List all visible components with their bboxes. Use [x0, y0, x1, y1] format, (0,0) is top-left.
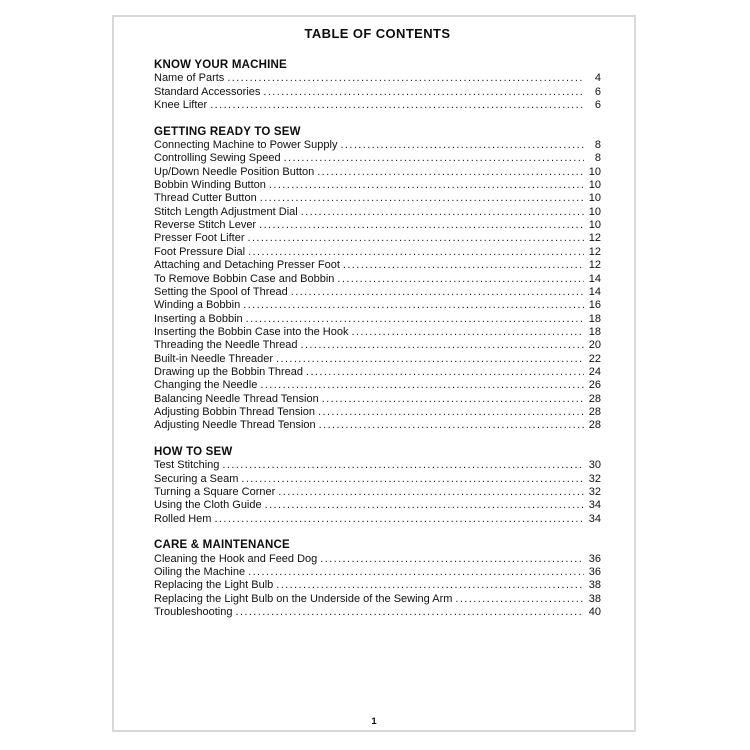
- toc-dot-leader: [243, 299, 584, 312]
- toc-dot-leader: [247, 232, 584, 245]
- toc-entry-label: Changing the Needle: [154, 379, 258, 392]
- toc-dot-leader: [248, 246, 584, 259]
- toc-entry-page: 6: [594, 99, 601, 112]
- toc-entry-page: 20: [588, 339, 601, 352]
- toc-dot-leader: [317, 166, 584, 179]
- toc-dot-leader: [276, 579, 584, 592]
- section-entries: [154, 459, 601, 526]
- toc-entry-page: 16: [588, 299, 601, 312]
- toc-dot-leader: [259, 219, 584, 232]
- toc-entry-row: [154, 192, 601, 205]
- toc-entry-row: [154, 499, 601, 512]
- toc-entry-page: 12: [588, 259, 601, 272]
- toc-entry-page: 22: [588, 352, 601, 365]
- toc-entry-label: Controlling Sewing Speed: [154, 152, 281, 165]
- page-title: TABLE OF CONTENTS: [304, 26, 451, 41]
- toc-entry-row: [154, 273, 601, 286]
- toc-entry-page: 10: [588, 179, 601, 192]
- section-heading: HOW TO SEW: [154, 445, 233, 458]
- toc-entry-row: [154, 99, 601, 112]
- toc-entry-label: Rolled Hem: [154, 512, 212, 525]
- toc-entry-row: [154, 299, 601, 312]
- toc-entry-row: [154, 152, 601, 165]
- toc-dot-leader: [263, 86, 584, 99]
- toc-entry-label: Bobbin Winding Button: [154, 179, 266, 192]
- toc-entry-page: 4: [594, 72, 601, 85]
- toc-section: [154, 59, 601, 112]
- toc-sections: [154, 59, 601, 619]
- toc-entry-row: [154, 566, 601, 579]
- toc-entry-row: [154, 206, 601, 219]
- toc-entry-page: 32: [588, 486, 601, 498]
- toc-entry-row: [154, 473, 601, 486]
- toc-entry-page: 8: [594, 152, 601, 165]
- toc-entry-page: 10: [588, 219, 601, 232]
- toc-entry-page: 14: [588, 285, 601, 298]
- toc-dot-leader: [278, 486, 584, 499]
- toc-dot-leader: [235, 606, 584, 619]
- toc-entry-page: 18: [588, 325, 601, 338]
- toc-dot-leader: [210, 99, 584, 112]
- toc-section: [154, 539, 601, 619]
- toc-entry-label: Foot Pressure Dial: [154, 245, 246, 258]
- toc-entry-page: 38: [588, 592, 601, 605]
- page-number: 1: [371, 716, 377, 727]
- toc-entry-row: [154, 232, 601, 245]
- toc-entry-row: [154, 166, 601, 179]
- section-entries: [154, 72, 601, 112]
- toc-entry-row: [154, 139, 601, 152]
- toc-entry-page: 12: [588, 232, 601, 245]
- toc-entry-page: 34: [588, 512, 601, 525]
- toc-entry-page: 10: [588, 205, 601, 218]
- toc-dot-leader: [248, 566, 584, 579]
- toc-entry-label: Winding a Bobbin: [154, 299, 241, 312]
- toc-entry-row: [154, 353, 601, 366]
- toc-entry-label: Reverse Stitch Lever: [154, 219, 257, 232]
- manual-page: [112, 15, 636, 732]
- toc-entry-row: [154, 326, 601, 339]
- toc-entry-row: [154, 513, 601, 526]
- toc-entry-label: Replacing the Light Bulb: [154, 579, 274, 592]
- toc-dot-leader: [455, 593, 584, 606]
- toc-entry-page: 10: [588, 165, 601, 178]
- toc-entry-page: 28: [588, 392, 601, 405]
- toc-entry-row: [154, 286, 601, 299]
- toc-entry-row: [154, 313, 601, 326]
- toc-dot-leader: [318, 406, 584, 419]
- toc-section: [154, 446, 601, 526]
- toc-entry-label: Setting the Spool of Thread: [154, 285, 288, 298]
- toc-entry-page: 26: [588, 379, 601, 392]
- toc-entry-label: Turning a Square Corner: [154, 486, 276, 498]
- toc-entry-page: 40: [588, 606, 601, 619]
- toc-entry-label: Adjusting Needle Thread Tension: [154, 419, 316, 432]
- toc-dot-leader: [246, 313, 584, 326]
- toc-entry-page: 18: [588, 312, 601, 325]
- toc-dot-leader: [301, 339, 584, 352]
- toc-entry-label: Oiling the Machine: [154, 566, 246, 579]
- toc-entry-row: [154, 246, 601, 259]
- toc-entry-label: Cleaning the Hook and Feed Dog: [154, 552, 318, 565]
- toc-entry-page: 6: [594, 85, 601, 98]
- toc-entry-label: Attaching and Detaching Presser Foot: [154, 259, 340, 272]
- toc-entry-label: Stitch Length Adjustment Dial: [154, 205, 298, 218]
- toc-entry-label: Built-in Needle Threader: [154, 352, 274, 365]
- toc-entry-label: Standard Accessories: [154, 85, 261, 98]
- toc-entry-row: [154, 593, 601, 606]
- toc-entry-page: 36: [588, 552, 601, 565]
- toc-entry-row: [154, 379, 601, 392]
- toc-dot-leader: [351, 326, 584, 339]
- section-entries: [154, 139, 601, 433]
- section-heading: GETTING READY TO SEW: [154, 125, 301, 138]
- toc-entry-row: [154, 179, 601, 192]
- toc-entry-row: [154, 553, 601, 566]
- toc-dot-leader: [265, 499, 584, 512]
- toc-dot-leader: [306, 366, 584, 379]
- toc-entry-label: Name of Parts: [154, 72, 225, 85]
- toc-dot-leader: [337, 273, 584, 286]
- toc-entry-page: 38: [588, 579, 601, 592]
- toc-entry-row: [154, 459, 601, 472]
- toc-entry-page: 30: [588, 459, 601, 472]
- page-content: [114, 26, 634, 619]
- toc-entry-label: Balancing Needle Thread Tension: [154, 392, 319, 405]
- toc-entry-row: [154, 486, 601, 499]
- toc-entry-label: Thread Cutter Button: [154, 192, 257, 205]
- toc-entry-row: [154, 219, 601, 232]
- toc-dot-leader: [269, 179, 584, 192]
- toc-entry-label: Securing a Seam: [154, 472, 239, 485]
- toc-dot-leader: [291, 286, 584, 299]
- toc-entry-label: Using the Cloth Guide: [154, 499, 262, 512]
- toc-dot-leader: [214, 513, 584, 526]
- toc-dot-leader: [322, 393, 584, 406]
- toc-dot-leader: [222, 459, 584, 472]
- toc-entry-label: Knee Lifter: [154, 99, 208, 112]
- toc-dot-leader: [260, 379, 584, 392]
- toc-entry-page: 28: [588, 419, 601, 432]
- section-heading: KNOW YOUR MACHINE: [154, 59, 287, 71]
- toc-dot-leader: [301, 206, 584, 219]
- toc-entry-page: 32: [588, 472, 601, 485]
- toc-dot-leader: [276, 353, 584, 366]
- toc-entry-label: To Remove Bobbin Case and Bobbin: [154, 272, 335, 285]
- toc-entry-label: Troubleshooting: [154, 606, 233, 619]
- toc-entry-label: Inserting the Bobbin Case into the Hook: [154, 325, 349, 338]
- toc-dot-leader: [227, 72, 584, 85]
- toc-entry-row: [154, 86, 601, 99]
- toc-entry-label: Presser Foot Lifter: [154, 232, 245, 245]
- toc-entry-row: [154, 72, 601, 85]
- toc-dot-leader: [320, 553, 584, 566]
- toc-entry-label: Connecting Machine to Power Supply: [154, 139, 338, 152]
- toc-entry-page: 10: [588, 192, 601, 205]
- toc-entry-label: Adjusting Bobbin Thread Tension: [154, 405, 316, 418]
- toc-entry-label: Threading the Needle Thread: [154, 339, 298, 352]
- toc-entry-page: 36: [588, 566, 601, 579]
- section-entries: [154, 553, 601, 620]
- toc-entry-row: [154, 419, 601, 432]
- toc-dot-leader: [343, 259, 584, 272]
- toc-dot-leader: [319, 419, 584, 432]
- toc-section: [154, 126, 601, 433]
- toc-entry-row: [154, 406, 601, 419]
- section-heading: CARE & MAINTENANCE: [154, 539, 290, 552]
- toc-entry-page: 24: [588, 365, 601, 378]
- toc-entry-page: 8: [594, 139, 601, 152]
- toc-entry-row: [154, 259, 601, 272]
- toc-entry-page: 14: [588, 272, 601, 285]
- toc-entry-row: [154, 606, 601, 619]
- toc-entry-label: Inserting a Bobbin: [154, 312, 243, 325]
- toc-dot-leader: [241, 473, 584, 486]
- toc-entry-label: Replacing the Light Bulb on the Underside of the Sewing Arm: [154, 592, 453, 605]
- toc-entry-label: Drawing up the Bobbin Thread: [154, 365, 304, 378]
- toc-entry-row: [154, 579, 601, 592]
- toc-entry-row: [154, 339, 601, 352]
- toc-entry-page: 28: [588, 405, 601, 418]
- toc-entry-page: 12: [588, 245, 601, 258]
- toc-dot-leader: [284, 152, 584, 165]
- toc-dot-leader: [260, 192, 584, 205]
- toc-entry-label: Test Stitching: [154, 459, 220, 472]
- toc-entry-label: Up/Down Needle Position Button: [154, 165, 315, 178]
- toc-dot-leader: [340, 139, 584, 152]
- toc-entry-page: 34: [588, 499, 601, 512]
- toc-entry-row: [154, 366, 601, 379]
- toc-entry-row: [154, 393, 601, 406]
